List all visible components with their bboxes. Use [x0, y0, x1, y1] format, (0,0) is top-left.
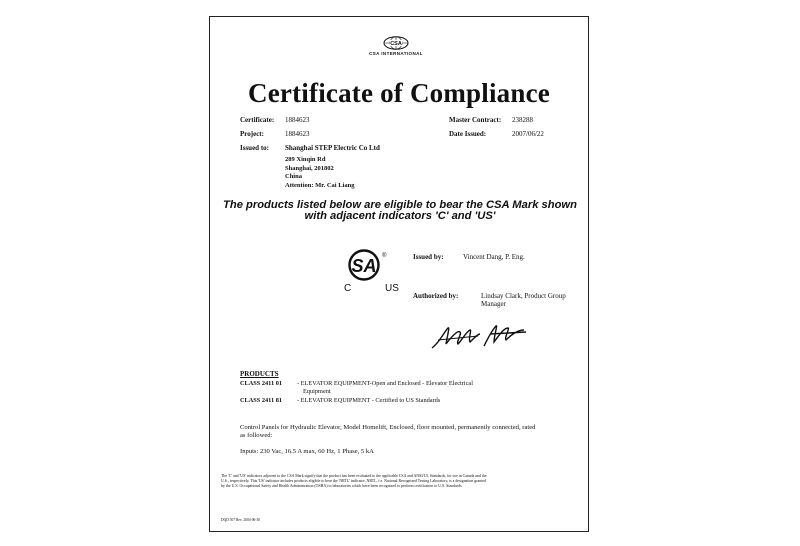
- address-line: Shanghai, 201802: [285, 164, 334, 172]
- product-description-line: Control Panels for Hydraulic Elevator, Model Homelift, Enclosed, floor mounted, permanently connected, rated: [240, 424, 536, 431]
- class-description: [297, 380, 507, 395]
- issued-to-label: Issued to:: [240, 144, 269, 152]
- address-line: China: [285, 173, 302, 180]
- date-issued-label: Date Issued:: [449, 130, 487, 138]
- eligibility-line: with adjacent indicators 'C' and 'US': [304, 210, 496, 222]
- master-contract-number: 238288: [512, 116, 533, 124]
- class-code: CLASS 2411 01: [240, 380, 282, 387]
- eligibility-line: The products listed below are eligible to bear the CSA Mark shown: [223, 199, 577, 211]
- authorized-by-line: Lindsay Clark, Product Group: [481, 292, 566, 300]
- footnote: [221, 474, 581, 488]
- address-line: Attention: Mr. Cai Liang: [285, 181, 355, 189]
- csa-certification-mark: [339, 247, 409, 300]
- class-description-line: - ELEVATOR EQUIPMENT - Certified to US Standards: [297, 397, 441, 404]
- class-description-line: Equipment: [303, 387, 331, 395]
- csa-globe-icon: [383, 36, 409, 50]
- form-identifier: DQD 507 Rev. 2004-06-30: [221, 518, 261, 522]
- authorized-by-label: Authorized by:: [413, 292, 459, 300]
- footnote-line: U.S., respectively. This 'US' indicator includes products eligible to bear the 'NRTL' indicator. NRTL, i.e. National Recognized Testing Laboratory, is a designation granted: [221, 478, 486, 483]
- logo-text: CSA INTERNATIONAL: [369, 51, 423, 56]
- svg-text:CSA: CSA: [390, 41, 402, 47]
- certificate-label: Certificate:: [240, 116, 275, 124]
- master-contract-label: Master Contract:: [449, 116, 502, 124]
- svg-text:SA: SA: [351, 256, 377, 276]
- class-description-line: - ELEVATOR EQUIPMENT-Open and Enclosed - Elevator Electrical: [297, 380, 473, 387]
- page-title: Certificate of Compliance: [248, 78, 550, 108]
- issued-by-value: Vincent Dang, P. Eng.: [463, 253, 525, 261]
- product-inputs: Inputs: 230 Vac, 16.5 A max, 60 Hz, 1 Phase, 5 kA: [240, 448, 374, 455]
- svg-text:®: ®: [382, 253, 387, 259]
- project-label: Project:: [240, 130, 264, 138]
- mark-us-indicator: US: [385, 283, 399, 294]
- certificate-number: 1884623: [285, 116, 310, 124]
- issued-to-name: Shanghai STEP Electric Co Ltd: [285, 144, 380, 152]
- footnote-line: by the U.S. Occupational Safety and Health Administration (OSHA) to laboratories which have been recognized to perform certification to U.S. Standards.: [221, 483, 463, 488]
- date-issued-value: 2007/06/22: [512, 130, 544, 138]
- signature: [430, 320, 530, 357]
- class-code: CLASS 2411 81: [240, 397, 282, 404]
- project-number: 1884623: [285, 130, 310, 138]
- footnote-line: The 'C' and 'US' indicators adjacent to the CSA Mark signify that the product has been evaluated to the applicable CSA and ANSI/UL Standards, for use in Canada and the: [221, 474, 487, 478]
- csa-international-logo: [366, 36, 426, 56]
- eligibility-statement: [215, 200, 585, 222]
- authorized-by-line: Manager: [481, 300, 506, 308]
- product-description: [240, 424, 560, 440]
- class-description: [297, 397, 507, 405]
- issued-to-address: [285, 156, 354, 190]
- authorized-by-value: [481, 292, 566, 308]
- products-heading: PRODUCTS: [240, 370, 279, 378]
- mark-c-indicator: C: [344, 283, 352, 294]
- address-line: 289 Xinqin Rd: [285, 156, 326, 163]
- product-description-line: as followed:: [240, 432, 273, 439]
- issued-by-label: Issued by:: [413, 253, 444, 261]
